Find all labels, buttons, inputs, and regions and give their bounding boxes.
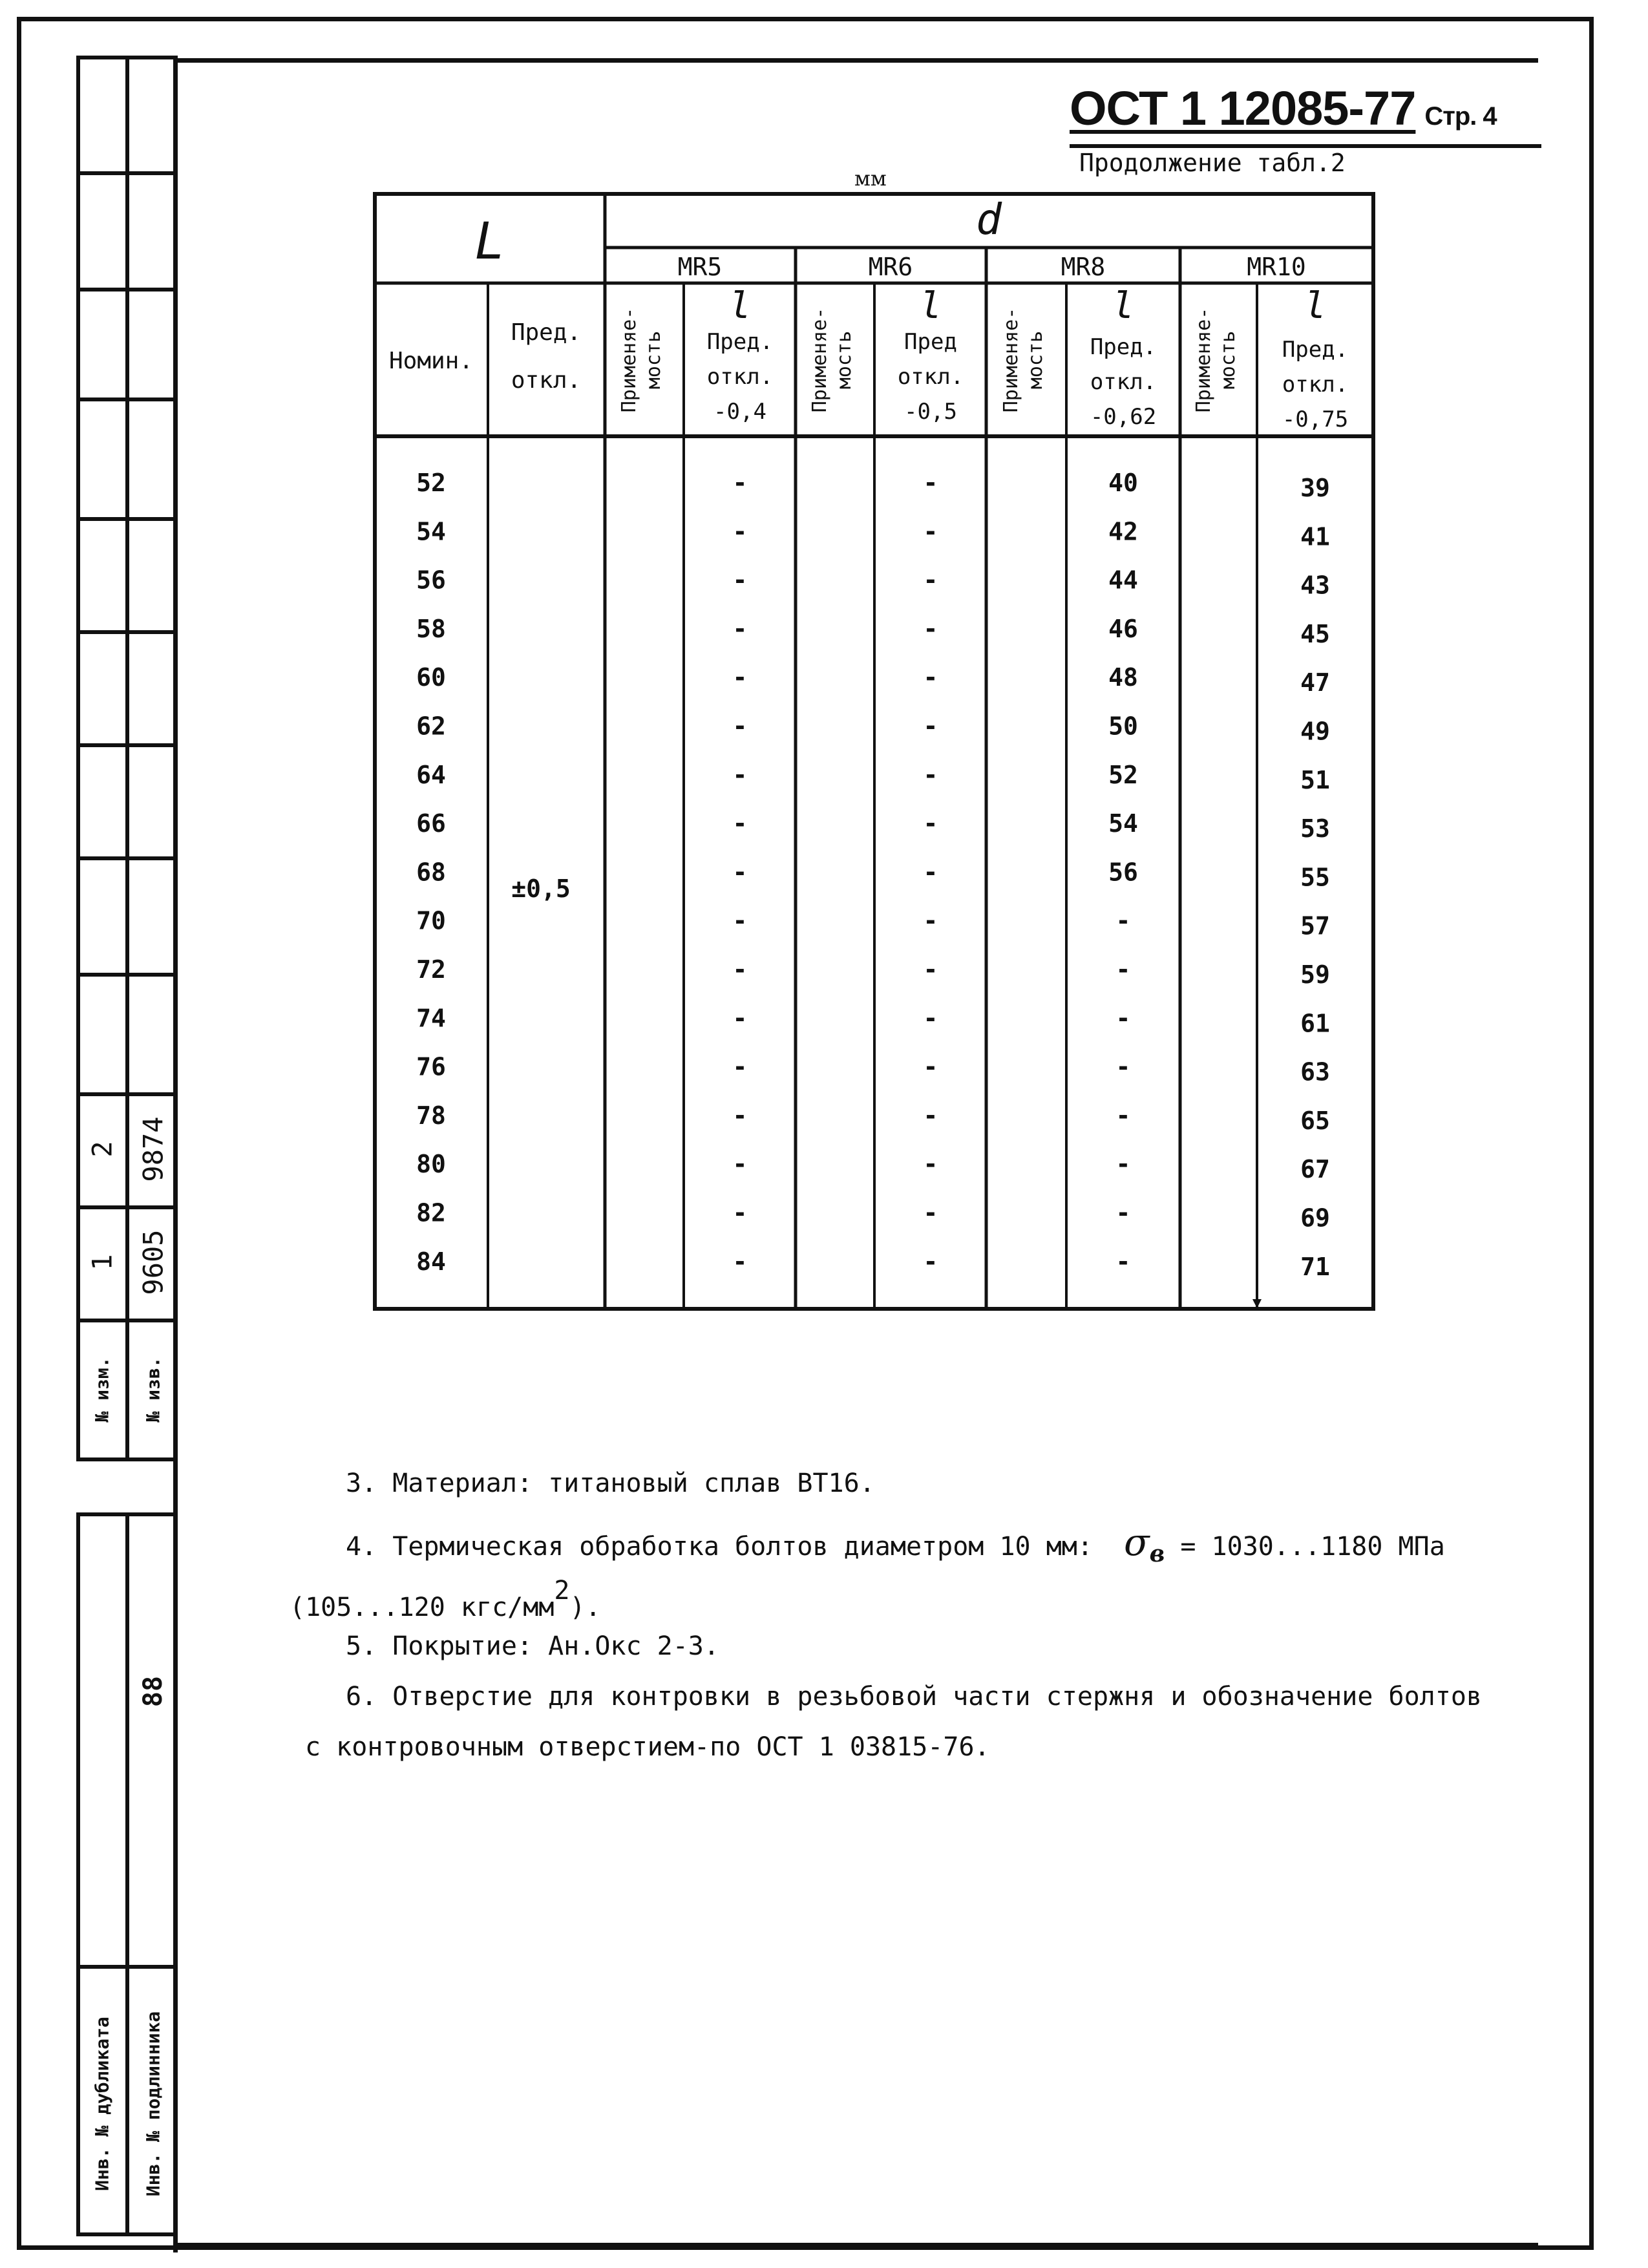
cell-mr5-l: -	[732, 614, 748, 643]
l-header-line1: Пред	[904, 329, 957, 355]
applicability-text-2: мость	[1217, 330, 1240, 390]
l-header-line1: Пред.	[1090, 334, 1157, 360]
note-4-superscript: 2	[554, 1576, 570, 1606]
applicability-header-mr10	[1192, 308, 1240, 413]
note-4-heat-treatment	[346, 1520, 1445, 1567]
cell-mr6-l: -	[923, 1004, 938, 1033]
cell-mr5-l: -	[732, 858, 748, 887]
cell-mr10-l: 61	[1300, 1009, 1330, 1038]
original-inventory-label: Инв. № подлинника	[142, 2011, 164, 2197]
duplicate-inventory-label: Инв. № дубликата	[91, 2017, 113, 2191]
applicability-header-mr5	[618, 308, 665, 413]
cell-mr5-l: -	[732, 712, 748, 741]
l-header-line2: откл.	[1282, 372, 1349, 397]
cell-mr10-l: 63	[1300, 1057, 1330, 1086]
l-header-line2: откл.	[897, 364, 964, 390]
column-arrow-head	[1252, 1299, 1262, 1308]
sigma-subscript: в	[1149, 1540, 1165, 1567]
l-header-line1: Пред.	[1282, 337, 1349, 363]
notice-number-9605: 9605	[137, 1229, 169, 1295]
cell-mr5-l: -	[732, 1052, 748, 1081]
tolerance-value: ±0,5	[511, 874, 571, 903]
l-symbol: l	[920, 285, 942, 327]
cell-mr6-l: -	[923, 712, 938, 741]
notice-number-9874: 9874	[137, 1116, 169, 1182]
cell-mr10-l: 47	[1300, 668, 1330, 697]
cell-mr6-l: -	[923, 1198, 938, 1227]
cell-mr6-l: -	[923, 955, 938, 984]
cell-nominal: 62	[416, 712, 446, 741]
cell-mr10-l: 39	[1300, 474, 1330, 502]
l-header-line1: Пред.	[706, 329, 774, 355]
cell-mr8-l: 42	[1108, 517, 1138, 546]
l-header-line3: -0,62	[1090, 404, 1157, 430]
cell-mr5-l: -	[732, 809, 748, 838]
note-4-text: 4. Термическая обработка болтов диаметром 10 мм:	[346, 1532, 1093, 1562]
nominal-header: Номин.	[388, 348, 474, 374]
l-header-mr8	[1090, 285, 1156, 430]
col-L-label: L	[474, 213, 505, 271]
l-symbol: l	[1112, 285, 1134, 327]
cell-mr8-l: 50	[1108, 712, 1138, 741]
cell-mr8-l: 46	[1108, 614, 1138, 643]
note-4-continuation	[290, 1576, 601, 1622]
applicability-text-1: Применяе-	[808, 307, 831, 413]
cell-mr10-l: 69	[1300, 1203, 1330, 1233]
cell-mr5-l: -	[732, 663, 748, 692]
l-symbol: l	[1304, 285, 1326, 327]
cell-mr10-l: 55	[1300, 863, 1330, 892]
cell-mr8-l: -	[1115, 955, 1131, 984]
tolerance-header-line2: откл.	[511, 367, 582, 394]
cell-mr6-l: -	[923, 566, 938, 595]
page-label: Стр.	[1424, 102, 1477, 131]
cell-mr10-l: 41	[1300, 522, 1330, 551]
units-label: мм	[854, 166, 887, 191]
cell-mr6-l: -	[923, 614, 938, 643]
cell-mr6-l: -	[923, 469, 938, 497]
standard-number: ОСТ 1 12085-77	[1070, 81, 1416, 135]
cell-nominal: 82	[416, 1198, 446, 1227]
cell-nominal: 60	[416, 663, 446, 692]
cell-nominal: 78	[416, 1101, 446, 1130]
cell-nominal: 68	[416, 858, 446, 887]
applicability-text-1: Применяе-	[618, 307, 640, 413]
cell-nominal: 84	[416, 1247, 446, 1276]
cell-mr8-l: -	[1115, 1101, 1131, 1130]
cell-nominal: 74	[416, 1004, 446, 1033]
page-number: 4	[1483, 102, 1497, 131]
cell-nominal: 64	[416, 760, 446, 789]
applicability-text-2: мость	[833, 330, 856, 390]
cell-mr8-l: -	[1115, 1052, 1131, 1081]
note-3-material: 3. Материал: титановый сплав ВТ16.	[346, 1468, 875, 1498]
cell-mr5-l: -	[732, 1101, 748, 1130]
cell-mr6-l: -	[923, 1150, 938, 1179]
cell-mr10-l: 49	[1300, 717, 1330, 746]
cell-mr5-l: -	[732, 1198, 748, 1227]
cell-nominal: 58	[416, 614, 446, 643]
cell-nominal: 66	[416, 809, 446, 838]
cell-mr6-l: -	[923, 760, 938, 789]
l-symbol: l	[729, 285, 751, 327]
cell-mr8-l: -	[1115, 906, 1131, 935]
cell-mr5-l: -	[732, 517, 748, 546]
cell-mr8-l: 56	[1108, 858, 1138, 887]
cell-mr6-l: -	[923, 906, 938, 935]
cell-mr5-l: -	[732, 955, 748, 984]
sigma-symbol: σ	[1124, 1520, 1150, 1564]
cell-mr6-l: -	[923, 858, 938, 887]
cell-mr5-l: -	[732, 469, 748, 497]
cell-mr10-l: 65	[1300, 1106, 1330, 1135]
tolerance-header-line1: Пред.	[511, 319, 582, 346]
cell-mr8-l: -	[1115, 1150, 1131, 1179]
applicability-header-mr6	[808, 308, 856, 413]
cell-nominal: 54	[416, 517, 446, 546]
cell-mr6-l: -	[923, 1247, 938, 1276]
change-number-label: № изм.	[91, 1357, 113, 1423]
cell-mr10-l: 59	[1300, 960, 1330, 989]
note-4-end: ).	[569, 1593, 601, 1622]
table-continuation-label: Продолжение табл.2	[1079, 149, 1346, 177]
cell-mr10-l: 67	[1300, 1155, 1330, 1184]
size-mr8: MR8	[1061, 253, 1106, 281]
applicability-header-mr8	[1000, 308, 1047, 413]
cell-mr6-l: -	[923, 1101, 938, 1130]
cell-mr8-l: 40	[1108, 469, 1138, 497]
cell-mr8-l: -	[1115, 1247, 1131, 1276]
cell-mr8-l: 52	[1108, 760, 1138, 789]
cell-nominal: 76	[416, 1052, 446, 1081]
cell-mr6-l: -	[923, 663, 938, 692]
l-header-line2: откл.	[1090, 369, 1157, 395]
applicability-text-1: Применяе-	[1192, 307, 1215, 413]
cell-nominal: 52	[416, 469, 446, 497]
cell-mr5-l: -	[732, 566, 748, 595]
applicability-text-2: мость	[642, 330, 665, 390]
cell-mr10-l: 45	[1300, 619, 1330, 648]
cell-mr6-l: -	[923, 809, 938, 838]
cell-mr5-l: -	[732, 1004, 748, 1033]
cell-mr8-l: -	[1115, 1198, 1131, 1227]
cell-mr8-l: 54	[1108, 809, 1138, 838]
cell-mr6-l: -	[923, 517, 938, 546]
cell-mr5-l: -	[732, 906, 748, 935]
cell-mr5-l: -	[732, 1150, 748, 1179]
applicability-text-1: Применяе-	[1000, 307, 1022, 413]
l-header-line3: -0,5	[904, 399, 957, 425]
cell-mr8-l: -	[1115, 1004, 1131, 1033]
cell-mr5-l: -	[732, 760, 748, 789]
cell-mr10-l: 43	[1300, 571, 1330, 600]
size-mr10: MR10	[1247, 253, 1306, 281]
note-5-coating: 5. Покрытие: Ан.Окс 2-3.	[346, 1631, 719, 1661]
cell-mr10-l: 71	[1300, 1252, 1330, 1281]
applicability-text-2: мость	[1024, 330, 1047, 390]
notice-number-label: № изв.	[142, 1357, 164, 1423]
note-4-strength: = 1030...1180 МПа	[1180, 1532, 1445, 1562]
note-6-line1: 6. Отверстие для контровки в резьбовой части стержня и обозначение болтов	[346, 1682, 1482, 1712]
l-header-mr10	[1282, 285, 1348, 432]
cell-nominal: 72	[416, 955, 446, 984]
l-header-line3: -0,75	[1282, 407, 1349, 432]
l-header-mr5	[707, 285, 773, 425]
cell-mr5-l: -	[732, 1247, 748, 1276]
l-header-line3: -0,4	[713, 399, 766, 425]
note-6-line2: с контровочным отверстием-по ОСТ 1 03815-76.	[305, 1732, 990, 1762]
cell-nominal: 70	[416, 906, 446, 935]
cell-mr10-l: 57	[1300, 911, 1330, 940]
cell-mr6-l: -	[923, 1052, 938, 1081]
cell-nominal: 80	[416, 1150, 446, 1179]
cell-mr10-l: 51	[1300, 765, 1330, 794]
cell-nominal: 56	[416, 566, 446, 595]
cell-mr8-l: 48	[1108, 663, 1138, 692]
cell-mr8-l: 44	[1108, 566, 1138, 595]
size-mr6: MR6	[868, 253, 913, 281]
cell-mr10-l: 53	[1300, 814, 1330, 843]
change-number-1: 1	[86, 1254, 118, 1271]
note-4-kgf: (105...120 кгс/мм	[290, 1593, 555, 1622]
inventory-value: 88	[138, 1675, 168, 1708]
l-header-mr6	[898, 285, 964, 425]
change-number-2: 2	[86, 1141, 118, 1158]
size-mr5: MR5	[677, 253, 723, 281]
l-header-line2: откл.	[706, 364, 774, 390]
col-d-label: d	[976, 195, 1002, 244]
